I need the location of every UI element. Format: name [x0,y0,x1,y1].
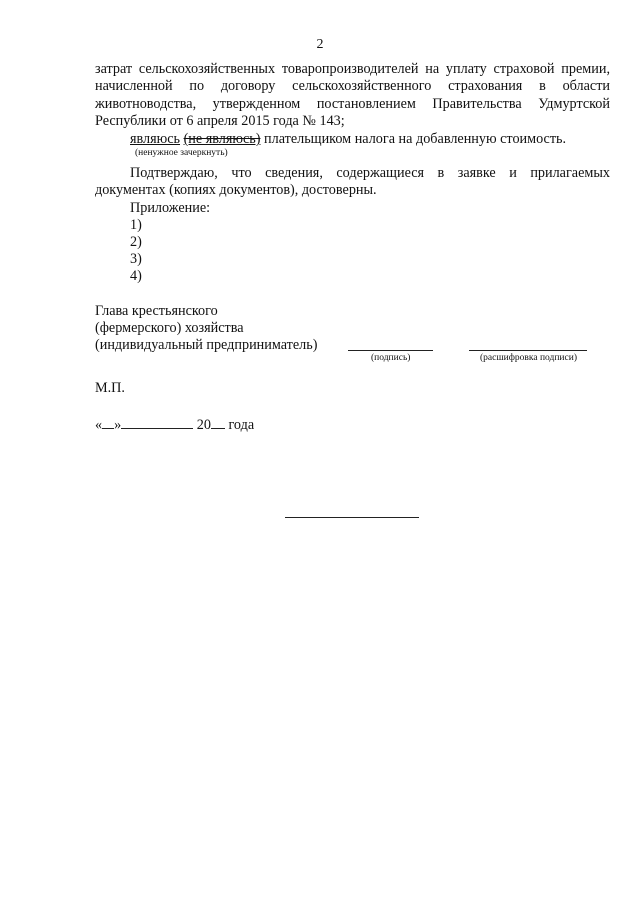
date-suffix: года [228,417,255,433]
stamp-placeholder: М.П. [95,380,125,396]
vat-option-non-payer: (не являюсь) [183,131,261,147]
month-blank [121,416,193,429]
attachment-item-4: 4) [130,268,142,284]
attachment-item-2: 2) [130,234,142,250]
signatory-title-line3: (индивидуальный предприниматель) [95,337,318,353]
date-open-quote: « [95,417,103,433]
page-number: 2 [316,37,324,52]
attachment-item-3: 3) [130,251,142,267]
year-blank [211,416,225,429]
date-line [95,416,254,434]
vat-option-payer: являюсь [130,131,181,147]
end-of-document-rule [285,517,419,518]
signatory-title-line2: (фермерского) хозяйства [95,320,244,336]
signature-decipher-label: (расшифровка подписи) [480,353,577,363]
attachment-item-1: 1) [130,217,142,233]
confirm-paragraph: Подтверждаю, что сведения, содержащиеся в заявке и прилагаемых документах (копиях документов), достоверны. [95,165,610,199]
intro-paragraph: затрат сельскохозяйственных товаропроизводителей на уплату страховой премии, начисленной по договору сельскохозяйственного страхования в области животноводства, утвержденном постановлением Правительства Удмуртской Республики от 6 апреля 2015 года № 143; [95,61,610,129]
attachments-title: Приложение: [130,200,211,216]
vat-hint: (ненужное зачеркнуть) [135,148,228,158]
vat-status-text: плательщиком налога на добавленную стоимость. [260,131,567,147]
date-close-quote: » [114,417,122,433]
signatory-title-line1: Глава крестьянского [95,303,218,319]
year-prefix: 20 [196,417,211,433]
day-blank [102,416,114,429]
signature-label: (подпись) [371,353,411,363]
vat-status-line [130,131,566,148]
signature-decipher-line [469,350,587,351]
signature-line [348,350,433,351]
